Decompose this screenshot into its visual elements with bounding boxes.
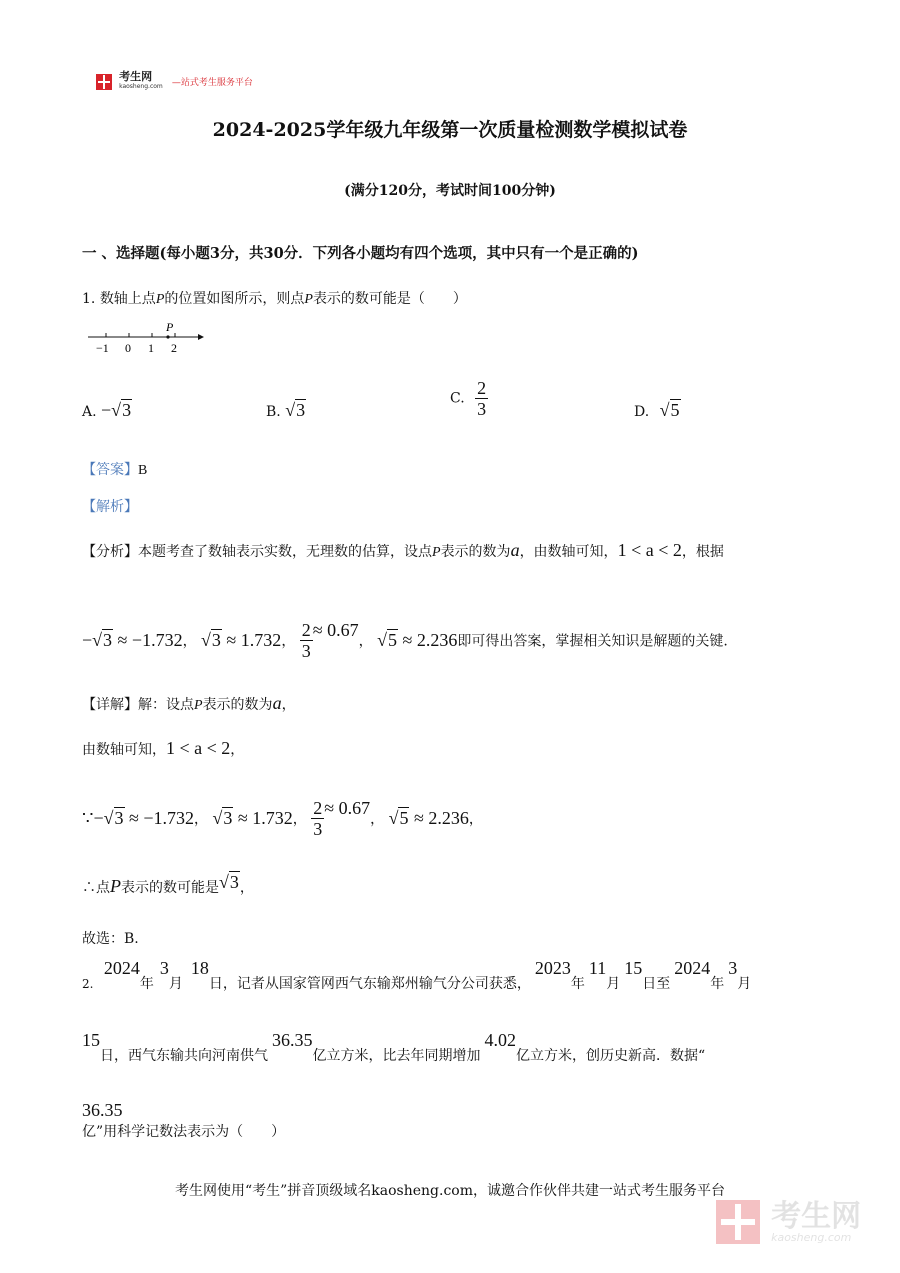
point-p-label: P bbox=[166, 322, 174, 334]
axis-arrow bbox=[198, 334, 204, 340]
brand-slogan: —站式考生服务平台 bbox=[171, 78, 253, 88]
brand-domain: kaosheng.com bbox=[119, 82, 163, 90]
question-2-line-1: 2. 2024年3月18日，记者从国家管网西气东输郑州输气分公司获悉，2023年11月15日至2024年3月 bbox=[82, 958, 752, 992]
sqrt: √5 bbox=[659, 400, 680, 420]
answer-line bbox=[82, 459, 147, 479]
sqrt: √3 bbox=[285, 400, 306, 420]
conclusion-line: 故选：B. bbox=[82, 931, 139, 947]
question-2-line-3: 36.35 亿”用科学记数法表示为（ ） bbox=[82, 1100, 286, 1140]
option-d[interactable]: D. √5 bbox=[634, 400, 680, 420]
fraction: $\frac{2}{3}$ bbox=[313, 798, 323, 839]
fraction: $\frac{2}{3}$ bbox=[477, 378, 487, 419]
watermark-logo-icon bbox=[716, 1200, 760, 1244]
question-1-stem: 1. 数轴上点P的位置如图所示，则点P表示的数可能是（ ） bbox=[82, 291, 467, 307]
tick-label: 2 bbox=[171, 341, 177, 355]
fenxi-line: 【分析】本题考查了数轴表示实数，无理数的估算，设点P表示的数为a，由数轴可知，1 < a < 2，根据 bbox=[82, 540, 724, 560]
answer-value: B bbox=[138, 463, 148, 478]
therefore-line: ∴点P表示的数可能是√3， bbox=[82, 872, 254, 896]
option-b[interactable]: B. √3 bbox=[266, 400, 306, 420]
axis-deduction: 由数轴可知，1 < a < 2， bbox=[82, 738, 245, 758]
analysis-tag: 【解析】 bbox=[82, 499, 138, 515]
tick-label: 0 bbox=[125, 341, 131, 355]
logo-icon bbox=[96, 74, 112, 90]
because-line: ∵−√3 ≈ −1.732， √3 ≈ 1.732， $\frac{2}{3}$ ≈ 0.67， √5 ≈ 2.236， bbox=[82, 798, 483, 839]
question-number: 1. bbox=[82, 291, 96, 307]
question-2-line-2: 15日，西气东输共向河南供气36.35亿立方米，比去年同期增加4.02亿立方米，创历史新高．数据“ bbox=[82, 1030, 706, 1064]
watermark-domain: kaosheng.com bbox=[771, 1230, 852, 1244]
answer-tag: 【答案】 bbox=[82, 462, 138, 478]
fraction: $\frac{2}{3}$ bbox=[301, 620, 311, 661]
brand-logo bbox=[96, 71, 253, 92]
page-subtitle: (满分120分，考试时间100分钟) bbox=[344, 183, 556, 199]
point-p bbox=[166, 335, 169, 338]
tick-label: −1 bbox=[96, 341, 109, 355]
watermark-name: 考生网 bbox=[771, 1198, 862, 1234]
watermark bbox=[716, 1200, 861, 1244]
option-c[interactable]: C. $\frac{2}{3}$ bbox=[450, 378, 487, 419]
xiangjie-line: 【详解】解：设点P表示的数为a， bbox=[82, 693, 296, 713]
tick-label: 1 bbox=[148, 341, 154, 355]
brand-name: 考生网 bbox=[119, 69, 153, 83]
option-a[interactable]: A. −√3 bbox=[82, 400, 132, 420]
footer-text: 考生网使用“考生”拼音顶级域名kaosheng.com，诚邀合作伙伴共建一站式考生服务平台 bbox=[174, 1183, 726, 1199]
sqrt: √3 bbox=[111, 400, 132, 420]
number-line bbox=[86, 322, 206, 356]
fenxi-values: −√3 ≈ −1.732， √3 ≈ 1.732， $\frac{2}{3}$ ≈ 0.67， √5 ≈ 2.236即可得出答案，掌握相关知识是解题的关键. bbox=[82, 620, 728, 661]
page-title: 2024-2025学年级九年级第一次质量检测数学模拟试卷 bbox=[212, 119, 688, 141]
section-heading: 一 、选择题(每小题3分，共30分．下列各小题均有四个选项，其中只有一个是正确的) bbox=[82, 245, 639, 262]
